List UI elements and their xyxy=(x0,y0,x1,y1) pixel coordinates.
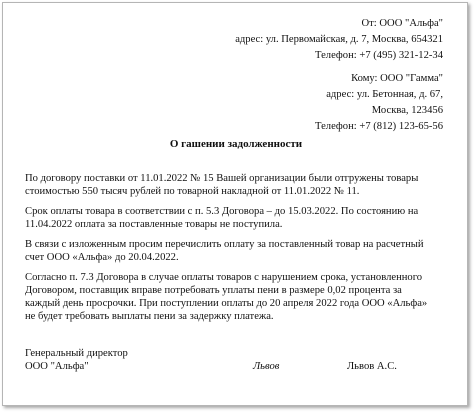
paragraph-line: 11.04.2022 оплата за поставленные товары не поступила. xyxy=(25,219,283,230)
paragraph-line: По договору поставки от 11.01.2022 № 15 Вашей организации были отгружены товары xyxy=(25,173,419,184)
recipient-address-line1: адрес: ул. Бетонная, д. 67, xyxy=(326,89,443,100)
sender-address: адрес: ул. Первомайская, д. 7, Москва, 654321 xyxy=(235,34,443,45)
sender-phone: Телефон: +7 (495) 321-12-34 xyxy=(315,50,443,61)
handwritten-signature: Львов xyxy=(253,361,280,372)
paragraph-line: Срок оплаты товара в соответствии с п. 5.3 Договора – до 15.03.2022. По состоянию на xyxy=(25,206,419,217)
paragraph-line: счет ООО «Альфа» до 20.04.2022. xyxy=(25,252,179,263)
paragraph-3 xyxy=(25,238,455,264)
paragraph-2 xyxy=(25,205,455,231)
letter-title: О гашении задолженности xyxy=(169,138,303,150)
signatory-name: Львов А.С. xyxy=(347,361,397,372)
signatory-company: ООО "Альфа" xyxy=(25,361,89,372)
recipient-phone: Телефон: +7 (812) 123-65-56 xyxy=(315,121,443,132)
paragraph-line: стоимостью 550 тысяч рублей по товарной накладной от 11.01.2022 № 11. xyxy=(25,186,360,197)
recipient-to: Кому: ООО "Гамма" xyxy=(351,73,443,84)
letter-page xyxy=(2,2,468,406)
signatory-position: Генеральный директор xyxy=(25,348,128,359)
paragraph-line: каждый день просрочки. При поступлении оплаты до 20 апреля 2022 года ООО «Альфа» xyxy=(25,298,428,309)
paragraph-line: Согласно п. 7.3 Договора в случае оплаты товаров с нарушением срока, установленного xyxy=(25,272,423,283)
paragraph-1 xyxy=(25,172,455,198)
paragraph-4 xyxy=(25,271,455,323)
sender-from: От: ООО "Альфа" xyxy=(361,18,443,29)
paragraph-line: Договором, поставщик вправе потребовать уплаты пени в размере 0,02 процента за xyxy=(25,285,402,296)
recipient-address-line2: Москва, 123456 xyxy=(371,105,443,116)
paragraph-line: не будет требовать выплаты пени за задержку платежа. xyxy=(25,311,274,322)
paragraph-line: В связи с изложенным просим перечислить оплату за поставленный товар на расчетный xyxy=(25,239,424,250)
